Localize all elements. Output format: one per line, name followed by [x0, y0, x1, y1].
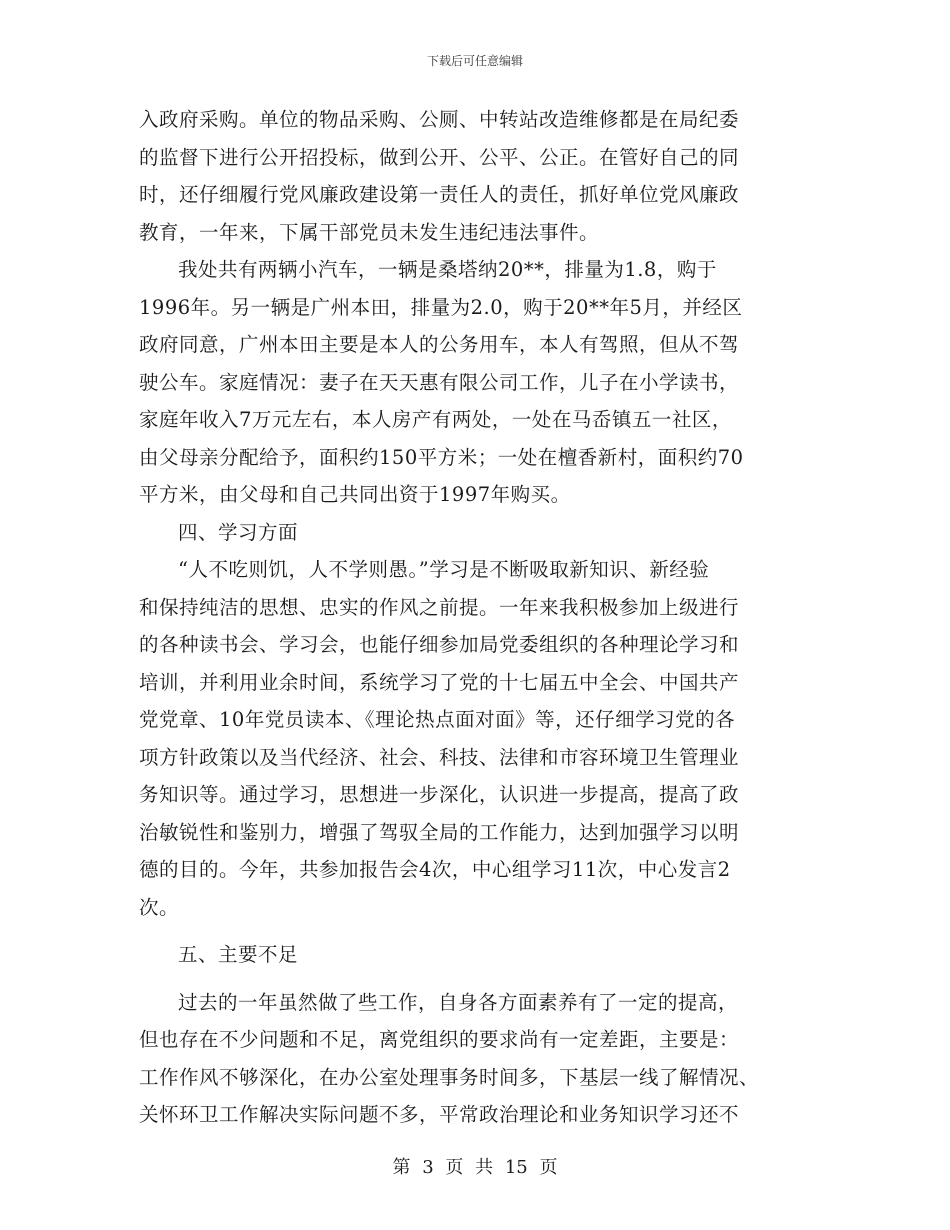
body-line: 政府同意，广州本田主要是本人的公务用车，本人有驾照，但从不驾 — [139, 333, 740, 356]
body-line: 驶公车。家庭情况：妻子在天天惠有限公司工作，儿子在小学读书， — [139, 370, 740, 394]
body-line: 平方米，由父母和自己共同出资于1997年购买。 — [139, 483, 571, 506]
section-heading-study: 四、学习方面 — [178, 520, 299, 544]
section-heading-shortcomings: 五、主要不足 — [178, 943, 299, 966]
body-line: 德的目的。今年，共参加报告会4次，中心组学习11次，中心发言2 — [139, 858, 731, 881]
body-line: 培训，并利用业余时间，系统学习了党的十七届五中全会、中国共产 — [139, 670, 740, 694]
body-line: 工作作风不够深化，在办公室处理事务时间多，下基层一线了解情况、 — [139, 1065, 760, 1089]
body-line: 次。 — [139, 895, 180, 919]
body-line: 项方针政策以及当代经济、社会、科技、法律和市容环境卫生管理业 — [139, 745, 740, 769]
body-line: 和保持纯洁的思想、忠实的作风之前提。一年来我积极参加上级进行 — [139, 595, 740, 619]
body-line: 入政府采购。单位的物品采购、公厕、中转站改造维修都是在局纪委 — [139, 108, 740, 131]
page-header: 下载后可任意编辑 — [426, 54, 523, 68]
body-line: 治敏锐性和鉴别力，增强了驾驭全局的工作能力，达到加强学习以明 — [139, 820, 740, 844]
spacer — [139, 974, 809, 984]
body-line: 党党章、10年党员读本、《理论热点面对面》等，还仔细学习党的各 — [139, 708, 736, 731]
document-body — [139, 101, 809, 1134]
body-line: 家庭年收入7万元左右，本人房产有两处，一处在马岙镇五一社区， — [139, 408, 732, 431]
body-line: 的监督下进行公开招投标，做到公开、公平、公正。在管好自己的同 — [139, 145, 740, 169]
paragraph-start: “人不吃则饥，人不学则愚。”学习是不断吸取新知识、新经验 — [178, 558, 710, 581]
body-line: 务知识等。通过学习，思想进一步深化，认识进一步提高，提高了政 — [139, 783, 740, 806]
spacer — [139, 926, 809, 936]
body-line: 的各种读书会、学习会，也能仔细参加局党委组织的各种理论学习和 — [139, 633, 740, 656]
paragraph-start: 我处共有两辆小汽车，一辆是桑塔纳20**，排量为1.8，购于 — [178, 258, 717, 281]
body-line: 时，还仔细履行党风廉政建设第一责任人的责任，抓好单位党风廉政 — [139, 183, 740, 206]
body-line: 教育，一年来，下属干部党员未发生违纪违法事件。 — [139, 220, 600, 244]
page-footer: 第 3 页 共 15 页 — [392, 1157, 558, 1178]
paragraph-start: 过去的一年虽然做了些工作，自身各方面素养有了一定的提高， — [178, 990, 739, 1014]
body-line: 关怀环卫工作解决实际问题不多，平常政治理论和业务知识学习还不 — [139, 1103, 740, 1126]
body-line: 由父母亲分配给予，面积约150平方米；一处在檀香新村，面积约70 — [139, 445, 744, 469]
body-line: 但也存在不少问题和不足，离党组织的要求尚有一定差距，主要是： — [139, 1028, 740, 1051]
body-line: 1996年。另一辆是广州本田，排量为2.0，购于20**年5月，并经区 — [139, 295, 743, 319]
